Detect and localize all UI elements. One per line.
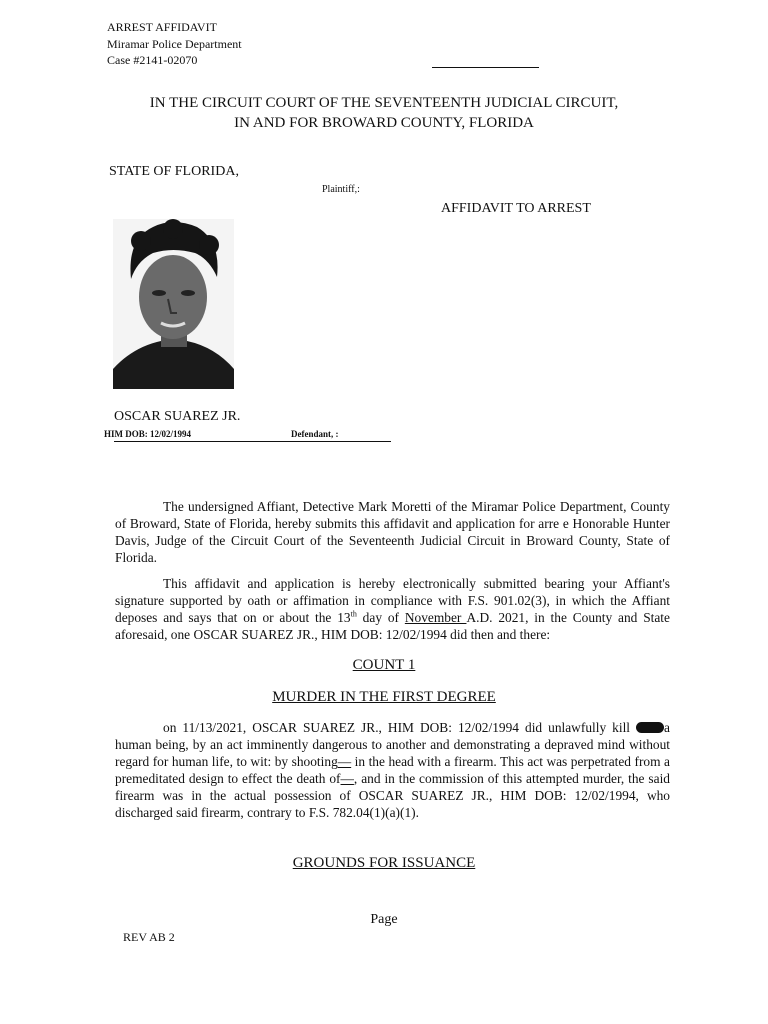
plaintiff-label: Plaintiff,: [322, 184, 360, 195]
header-blank-line [432, 67, 539, 68]
header-title: ARREST AFFIDAVIT [107, 20, 217, 34]
submission-text-end: A.D. 2021, in the County and State aforesaid, one OSCAR SUAREZ JR., HIM DOB: 12/02/1994 did then and there: [115, 610, 670, 642]
charge-text-part3: in the head with a firearm. This act was perpetrated from a premeditated design to effect the death of [115, 754, 670, 786]
grounds-heading: GROUNDS FOR ISSUANCE [292, 855, 476, 871]
redacted-name [636, 722, 664, 733]
redacted-dash-2: — [340, 771, 354, 786]
charge-heading: MURDER IN THE FIRST DEGREE [272, 689, 496, 705]
defendant-line [114, 441, 391, 442]
charge-text-start: on 11/13/2021, OSCAR SUAREZ JR., HIM DOB: 12/02/1994 did unlawfully kill [163, 720, 637, 735]
page-label: Page [370, 912, 398, 927]
redacted-dash-1: — [337, 754, 352, 769]
header-case-number: Case #2141-02070 [107, 53, 198, 67]
submission-text-mid: day of [356, 610, 405, 625]
defendant-photo-image [113, 219, 234, 389]
defendant-name: OSCAR SUAREZ JR. [114, 409, 241, 424]
header-department: Miramar Police Department [107, 37, 242, 51]
month-underlined: November [404, 610, 467, 625]
charge-text-end: , and in the commission of this attempted murder, the said firearm was in the actual possession of OSCAR SUAREZ JR., HIM DOB: 12/02/1994, who discharged said firearm, contrary to F.S. 782.04(1)(a)(1). [115, 771, 670, 820]
submission-text-start: This affidavit and application is hereby electronically submitted bearing your Affiant's signature supported by oath or affimation in compliance with F.S. 901.02(3), in which the Affiant deposes and says that on or about the 13 [115, 576, 670, 625]
defendant-photo [113, 219, 234, 389]
court-heading-line2: IN AND FOR BROWARD COUNTY, FLORIDA [234, 115, 534, 131]
affiant-paragraph: The undersigned Affiant, Detective Mark Moretti of the Miramar Police Department, County of Broward, State of Florida, hereby submits this affidavit and application for arre e Honorable Hunter Davis, Judge of the Circuit Court of the Seventeenth Judicial Circuit in Broward County, State of Florida. [115, 499, 670, 565]
revision-label: REV AB 2 [123, 930, 175, 944]
submission-paragraph [115, 575, 670, 643]
count-heading: COUNT 1 [352, 657, 416, 673]
ordinal-suffix: th [350, 609, 357, 619]
affidavit-title: AFFIDAVIT TO ARREST [441, 201, 591, 216]
court-heading-line1: IN THE CIRCUIT COURT OF THE SEVENTEENTH JUDICIAL CIRCUIT, [149, 95, 619, 111]
state-of-florida: STATE OF FLORIDA, [109, 164, 239, 179]
defendant-dob: HIM DOB: 12/02/1994 [104, 429, 191, 439]
charge-text-part2: a human being, by an act imminently dangerous to another and demonstrating a depraved mind without regard for human life, to wit: by shooting [115, 720, 670, 769]
defendant-label: Defendant, : [291, 429, 339, 439]
charge-paragraph [115, 719, 670, 821]
